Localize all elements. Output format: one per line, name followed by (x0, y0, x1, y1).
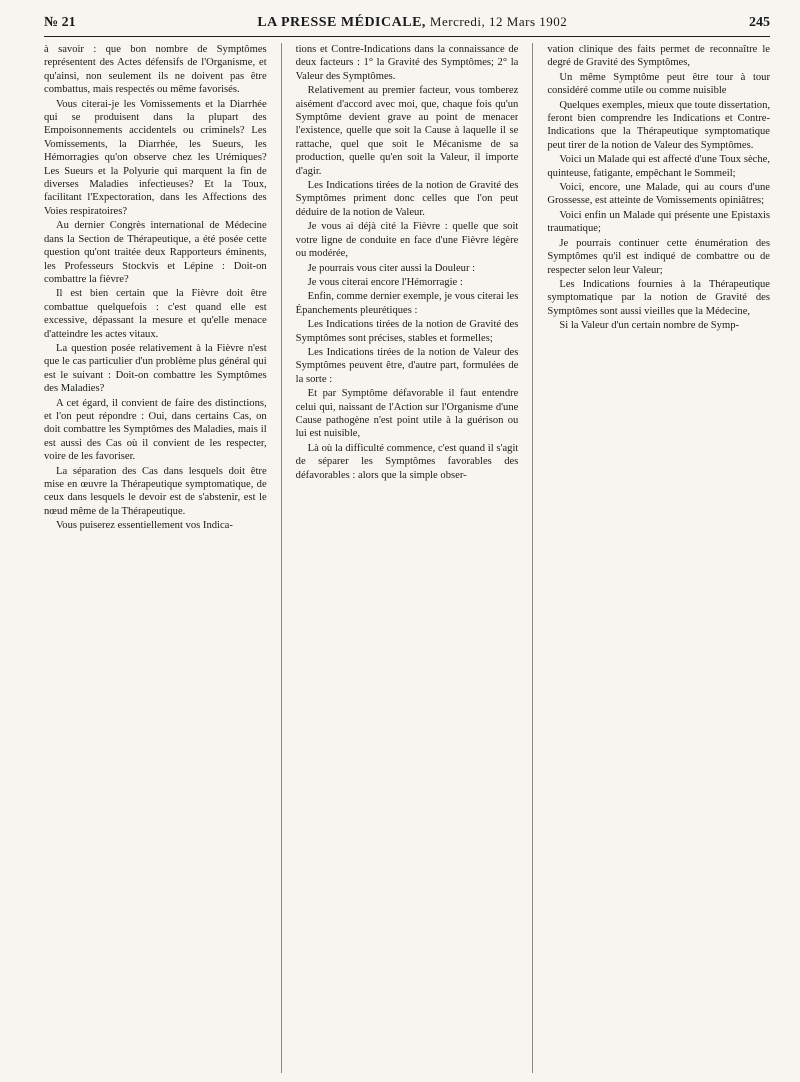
paragraph: Et par Symptôme défavorable il faut entendre celui qui, naissant de l'Action sur l'Organisme d'une Cause pathogène n'est point utile à la guérison ou lui est nuisible, (295, 388, 519, 440)
paragraph: vation clinique des faits permet de reconnaître le degré de Gravité des Symptômes, (547, 44, 771, 69)
text-columns (44, 43, 770, 1073)
paragraph: Les Indications fournies à la Thérapeutique symptomatique par la notion de Gravité des Symptômes sont aussi vieilles que la Médecine, (547, 278, 771, 317)
paragraph: Voici un Malade qui est affecté d'une Toux sèche, quinteuse, fatigante, empêchant le Sommeil; (547, 154, 771, 179)
paragraph: Je pourrais continuer cette énumération des Symptômes qu'il est indiqué de combattre ou de respecter selon leur Valeur; (547, 237, 771, 276)
paragraph: Là où la difficulté commence, c'est quand il s'agit de séparer les Symptômes favorables des défavorables : alors que la simple obser- (295, 442, 519, 481)
paragraph: Les Indications tirées de la notion de Gravité des Symptômes priment donc celles que l'on peut déduire de la notion de Valeur. (295, 180, 519, 218)
paragraph: Au dernier Congrès international de Médecine dans la Section de Thérapeutique, a été posée cette question qu'ont traitée deux Rapporteurs éminents, les Professeurs Stockvis et Lépine : Doit-on combattre la fièvre? (44, 220, 267, 285)
paragraph: Je pourrais vous citer aussi la Douleur : (307, 262, 476, 274)
journal-title: LA PRESSE MÉDICALE, (257, 15, 426, 30)
paragraph: Si la Valeur d'un certain nombre de Symp- (559, 320, 740, 332)
paragraph: Vous puiserez essentiellement vos Indica- (56, 520, 233, 532)
paragraph: à savoir : que bon nombre de Symptômes représentent des Actes défensifs de l'Organisme, et qu'ainsi, non seulement ils ne doivent pas être combattus, mais respectés ou même favorisés. (44, 44, 267, 96)
paragraph: La séparation des Cas dans lesquels doit être mise en œuvre la Thérapeutique symptomatique, de ceux dans lesquels le devoir est de s'abstenir, est le nœud même de la Thérapeutique. (44, 465, 267, 517)
column-2 (296, 43, 519, 1073)
running-header (44, 14, 770, 37)
paragraph: tions et Contre-Indications dans la connaissance de deux facteurs : 1° la Gravité des Symptômes; 2° la Valeur des Symptômes. (295, 44, 519, 82)
paragraph: Je vous ai déjà cité la Fièvre : quelle que soit votre ligne de conduite en face d'une Fièvre légère ou modérée, (295, 221, 519, 260)
column-divider (532, 43, 533, 1073)
paragraph: Relativement au premier facteur, vous tomberez aisément d'accord avec moi, que, chaque fois qu'un Symptôme devient grave au point de menacer l'existence, quelle que soit la Cause à laquelle il se rattache, quel que soit le Mécanisme de sa production, quelle qu'en soit la Valeur, il importe d'agir. (295, 85, 519, 177)
journal-title-block (257, 14, 567, 31)
issue-date: Mercredi, 12 Mars 1902 (429, 14, 568, 29)
paragraph: Quelques exemples, mieux que toute dissertation, feront bien comprendre les Indications et Contre-Indications que la Thérapeutique symptomatique peut tirer de la notion de Valeur des Symptômes. (547, 99, 771, 151)
column-divider (281, 43, 282, 1073)
paragraph: Enfin, comme dernier exemple, je vous citerai les Épanchements pleurétiques : (295, 291, 519, 316)
paragraph: Les Indications tirées de la notion de Valeur des Symptômes peuvent être, d'autre part, formulées de la sorte : (295, 346, 519, 385)
paragraph: Je vous citerai encore l'Hémorragie : (307, 276, 463, 288)
paragraph: Vous citerai-je les Vomissements et la Diarrhée qui se produisent dans la plupart des Empoisonnements accidentels ou criminels? Les Vomissements, la Diarrhée, les Sueurs, les Hémorragies qu'on observe chez les Urémiques? Les Sueurs et la Polyurie qui marquent la fin de diverses Maladies infectieuses? Et la Toux, facilitant l'Expectoration, dans les Affections des Voies respiratoires? (44, 98, 267, 217)
issue-number: № 21 (44, 15, 76, 30)
paragraph: A cet égard, il convient de faire des distinctions, et l'on peut répondre : Oui, dans certains Cas, on doit combattre les Symptômes des Maladies, mais il est aussi des Cas où il convient de les respecter, voire de les favoriser. (44, 397, 267, 463)
paragraph: Voici enfin un Malade qui présente une Epistaxis traumatique; (547, 209, 771, 235)
page-number: 245 (749, 15, 770, 30)
paragraph: Les Indications tirées de la notion de Gravité des Symptômes sont précises, stables et formelles; (295, 319, 519, 344)
column-3 (547, 43, 770, 1073)
paragraph: Voici, encore, une Malade, qui au cours d'une Grossesse, est atteinte de Vomissements opiniâtres; (547, 182, 771, 207)
column-1 (44, 43, 267, 1073)
paragraph: Il est bien certain que la Fièvre doit être combattue quelquefois : c'est quand elle est excessive, dépassant la mesure et qu'elle menace d'atteindre les actes vitaux. (44, 288, 267, 340)
paragraph: La question posée relativement à la Fièvre n'est que le cas particulier d'un problème plus général qui est le suivant : Doit-on combattre les Symptômes des Maladies? (44, 342, 267, 395)
paragraph: Un même Symptôme peut être tour à tour considéré comme utile ou comme nuisible (547, 71, 771, 97)
